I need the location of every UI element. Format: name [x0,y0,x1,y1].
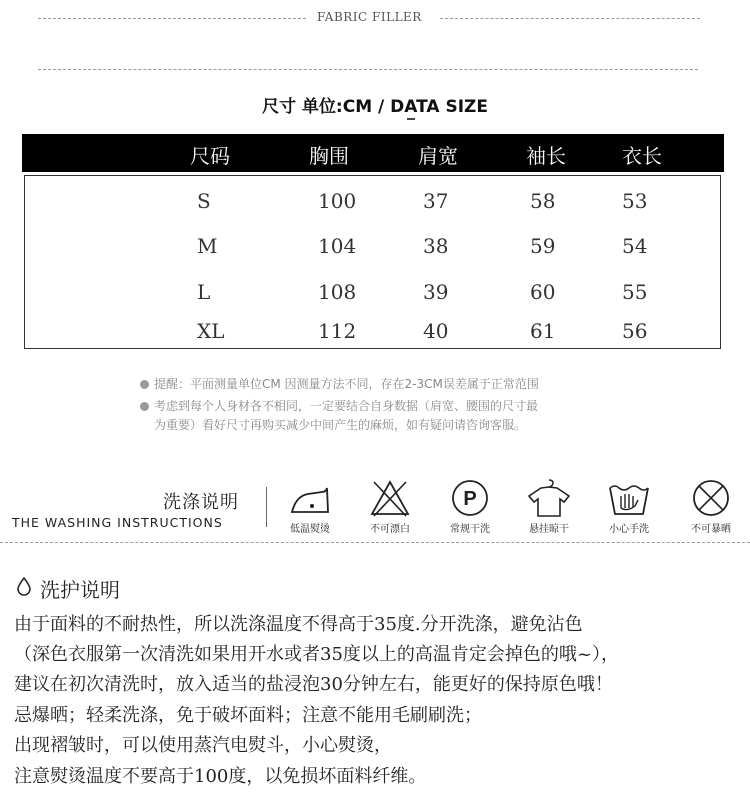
size-table-header [22,134,724,172]
note-text: 提醒：平面测量单位CM 因测量方法不同，存在2-3CM误差属于正常范围 [154,377,539,391]
care-label-handwash: 小心手洗 [609,524,649,535]
care-line: （深色衣服第一次清洗如果用开水或者35度以上的高温肯定会掉色的哦~）， [14,644,619,665]
table-cell: 60 [530,280,556,304]
header-size: 尺码 [190,144,230,168]
care-label-bleach: 不可漂白 [370,524,410,535]
banner-title: FABRIC FILLER [317,10,422,24]
bullet-icon [140,402,149,411]
care-line: 由于面料的不耐热性，所以洗涤温度不得高于35度.分开洗涤，避免沾色 [14,614,583,635]
banner-divider-left [38,18,306,19]
hang-dry-icon [527,478,571,518]
header-length: 衣长 [622,144,662,168]
care-label-dryclean: 常规干洗 [450,524,490,535]
care-line: 注意熨烫温度不要高于100度，以免损坏面料纤维。 [14,766,427,787]
note-text: 考虑到每个人身材各不相同，一定要结合自身数据（肩宽、腰围的尺寸最 [154,399,539,413]
table-cell: 39 [423,280,449,304]
table-cell: 61 [530,319,556,343]
size-table-body [24,175,721,349]
care-title: 洗护说明 [40,578,120,602]
iron-icon [288,478,332,518]
title-underline [407,118,415,120]
table-cell: 59 [530,234,556,258]
table-cell: 104 [318,234,357,258]
table-cell: 53 [622,189,648,213]
washing-divider [266,487,267,527]
svg-text:P: P [463,488,477,510]
washing-title-en: THE WASHING INSTRUCTIONS [12,515,223,530]
table-cell: S [197,189,211,213]
care-label-hang: 悬挂晾干 [529,524,569,535]
table-cell: 108 [318,280,357,304]
water-drop-icon [16,576,32,596]
bullet-icon [140,380,149,389]
table-cell: L [197,280,211,304]
care-line: 出现褶皱时，可以使用蒸汽电熨斗，小心熨烫， [14,735,392,756]
note-fit [140,397,538,414]
care-label-iron: 低温熨烫 [290,524,330,535]
header-chest: 胸围 [309,144,349,168]
table-cell: 112 [318,319,357,343]
table-cell: 38 [423,234,449,258]
table-cell: 55 [622,280,648,304]
hand-wash-icon [607,478,651,518]
table-cell: XL [197,319,225,343]
dry-clean-p-icon [448,478,492,518]
care-label-nosun: 不可暴晒 [691,524,731,535]
table-cell: 54 [622,234,648,258]
header-shoulder: 肩宽 [418,144,458,168]
care-line: 忌爆晒；轻柔洗涤，免于破坏面料；注意不能用毛刷刷洗； [14,705,482,726]
no-sun-dry-icon [689,478,733,518]
table-cell: 56 [622,319,648,343]
size-table-title: 尺寸 单位:CM / DATA SIZE [262,97,488,117]
header-sleeve: 袖长 [526,144,566,168]
table-cell: 40 [423,319,449,343]
banner-divider-right [440,18,700,19]
table-cell: 58 [530,189,556,213]
table-cell: M [197,234,218,258]
banner-divider-bottom [38,69,698,70]
washing-title-cn: 洗涤说明 [163,492,239,513]
section-divider [0,542,750,543]
note-measurement [140,375,539,392]
no-bleach-icon [368,478,412,518]
note-fit-cont: 为重要）看好尺寸再购买减少中间产生的麻烦，如有疑问请咨询客服。 [154,418,527,432]
care-line: 建议在初次清洗时，放入适当的盐浸泡30分钟左右，能更好的保持原色哦！ [14,674,613,695]
table-cell: 100 [318,189,357,213]
table-cell: 37 [423,189,449,213]
